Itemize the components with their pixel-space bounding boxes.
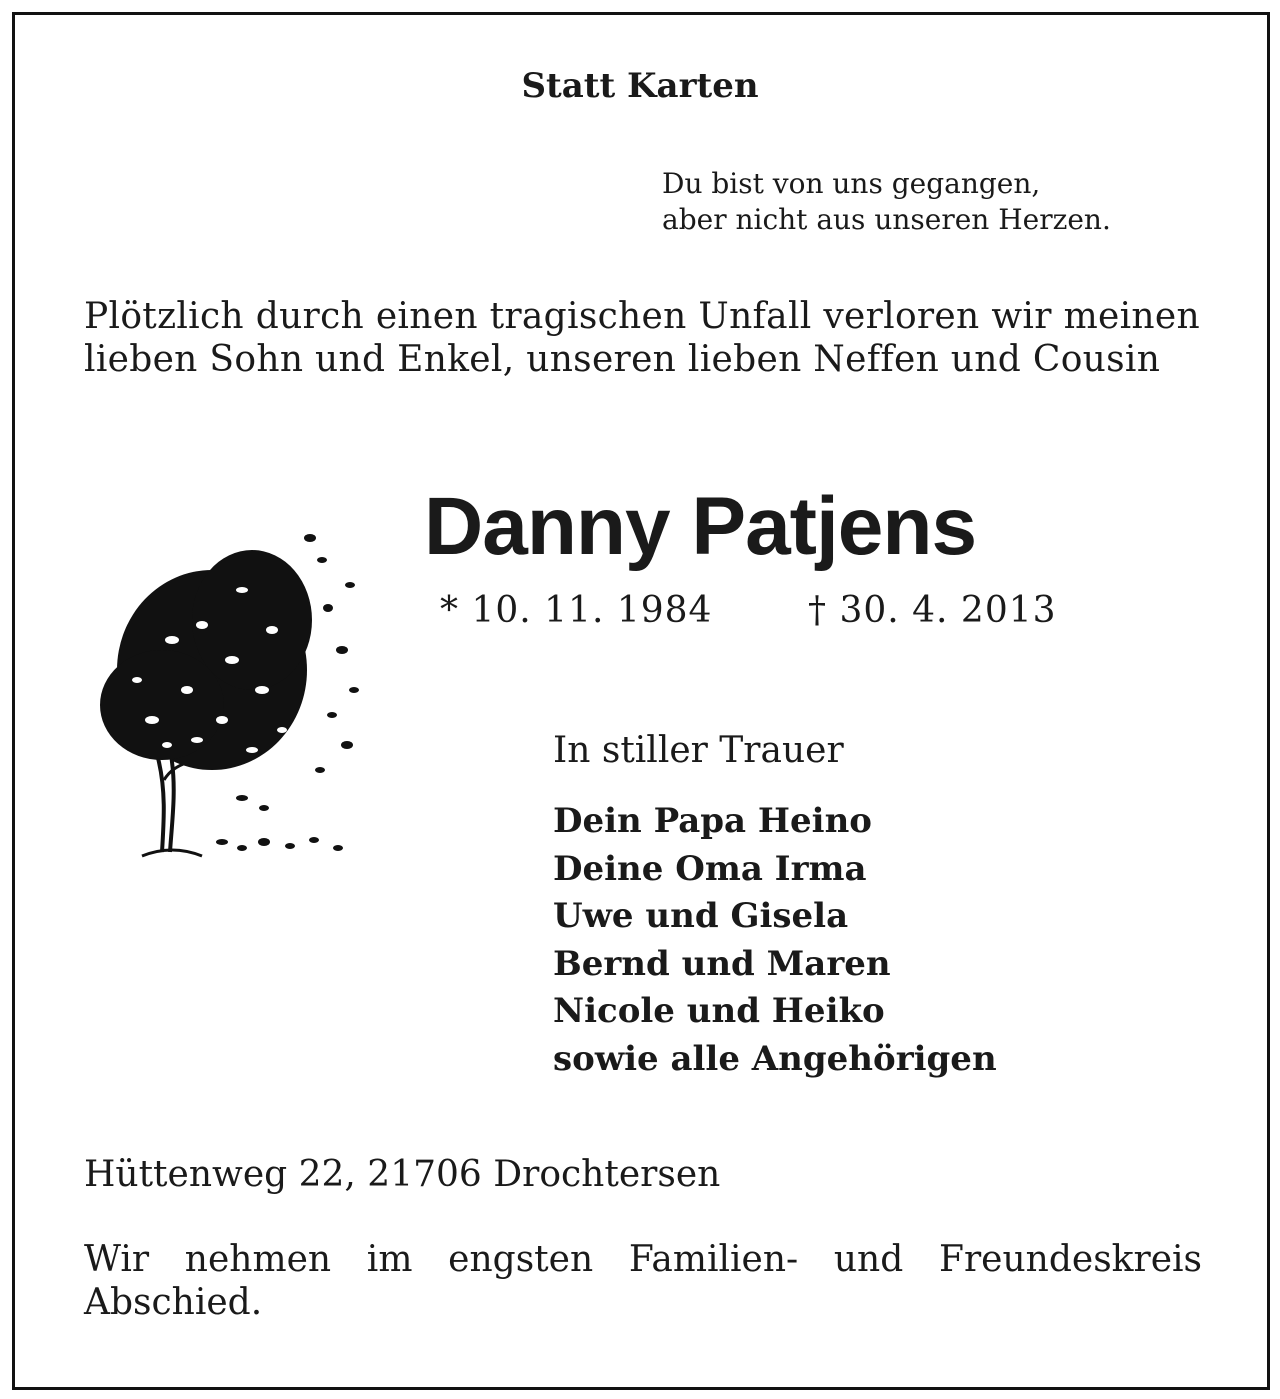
- death-date: † 30. 4. 2013: [808, 590, 1057, 631]
- intro-text: Plötzlich durch einen tragischen Unfall verloren wir meinen lieben Sohn und Enkel, unseren lieben Neffen und Cousin: [84, 296, 1200, 380]
- mourning-label: In stiller Trauer: [553, 730, 844, 771]
- mourners-list: [553, 798, 997, 1083]
- notice-heading: Statt Karten: [521, 66, 759, 106]
- mourner-name: sowie alle Angehörigen: [553, 1038, 997, 1079]
- mourner-name: Nicole und Heiko: [553, 991, 885, 1031]
- mourner-name: Deine Oma Irma: [553, 848, 867, 889]
- mourner-name: Bernd und Maren: [553, 943, 891, 984]
- motto-line: Du bist von uns gegangen,: [662, 167, 1041, 200]
- motto-quote: [662, 166, 1222, 238]
- birth-date: * 10. 11. 1984: [440, 590, 713, 631]
- deceased-name: Danny Patjens: [424, 481, 977, 572]
- mourner-name: Dein Papa Heino: [553, 801, 872, 841]
- mourner-name: Uwe und Gisela: [553, 896, 849, 936]
- motto-line: aber nicht aus unseren Herzen.: [662, 203, 1111, 236]
- family-address: Hüttenweg 22, 21706 Drochtersen: [84, 1154, 721, 1195]
- closing-text: Wir nehmen im engsten Familien- und Freundeskreis Abschied.: [84, 1239, 1202, 1323]
- tree-icon: [92, 530, 372, 860]
